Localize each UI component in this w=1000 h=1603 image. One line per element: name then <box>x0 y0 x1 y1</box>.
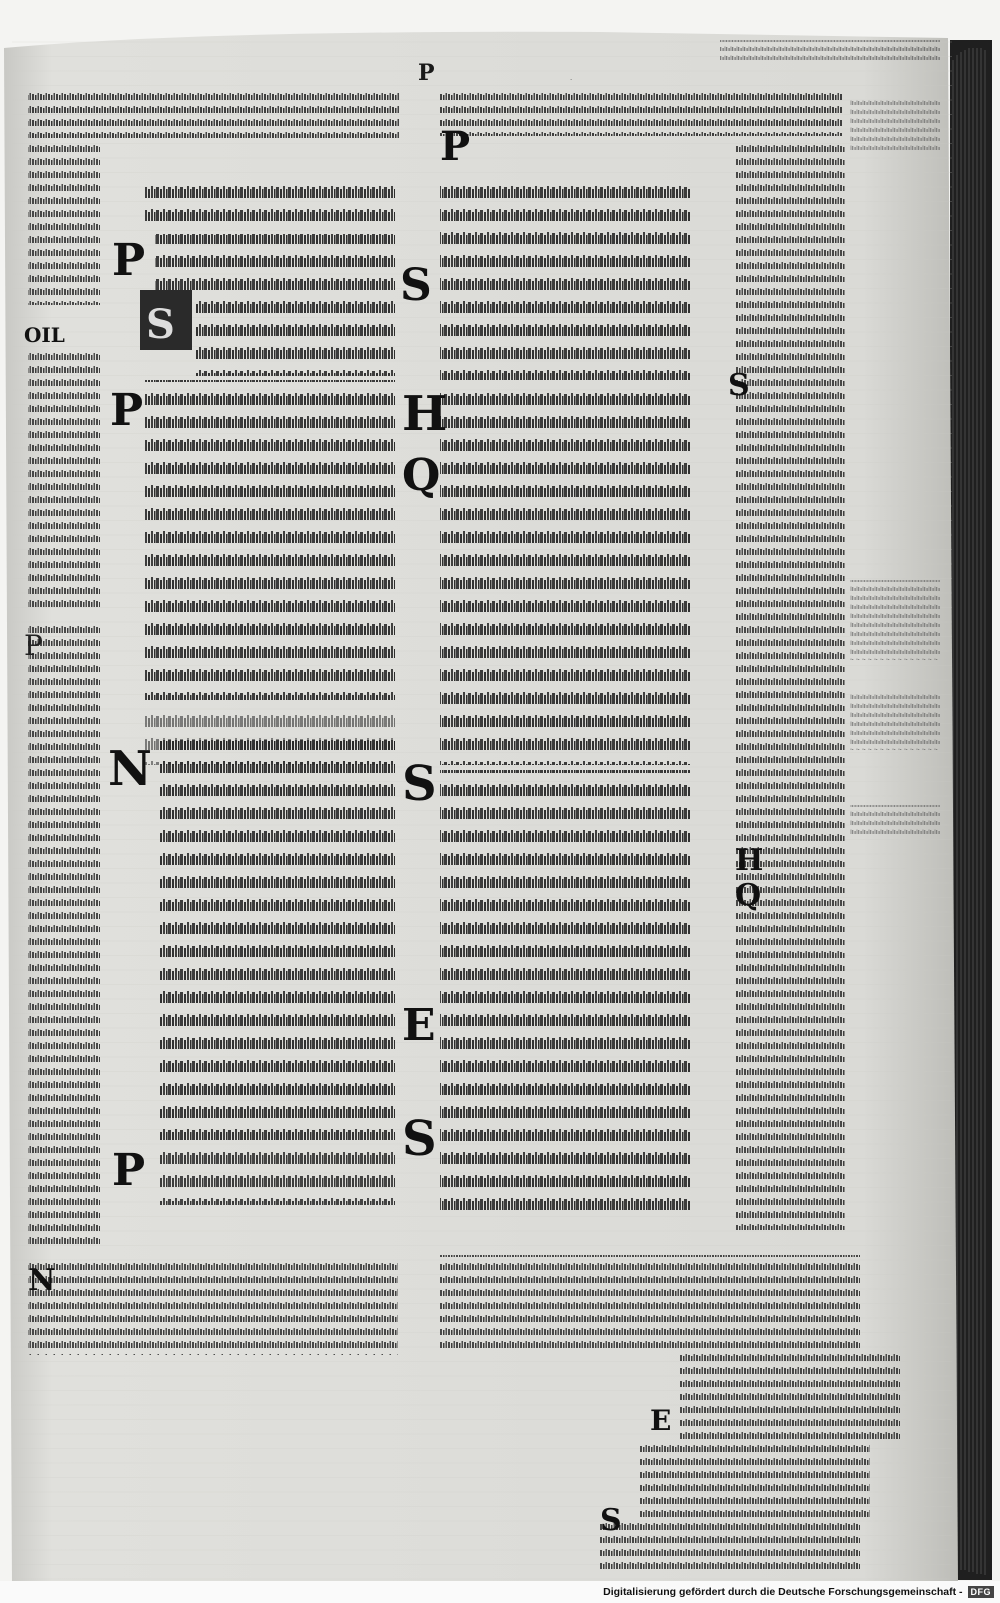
main-column-right <box>440 180 690 1210</box>
svg-text:OIL: OIL <box>24 323 65 347</box>
svg-text:P: P <box>112 1145 146 1196</box>
svg-text:S: S <box>402 756 437 812</box>
svg-text:E: E <box>402 1000 436 1051</box>
running-head: P <box>418 60 435 86</box>
footer-credit: Digitalisierung gefördert durch die Deutsche Forschungsgemeinschaft - <box>603 1586 963 1598</box>
footer-bar <box>0 1581 1000 1603</box>
svg-text:Q: Q <box>735 878 762 913</box>
svg-text:E: E <box>650 1404 672 1437</box>
svg-text:P: P <box>110 385 144 436</box>
svg-text:S: S <box>146 301 175 348</box>
svg-text:P: P <box>112 235 146 286</box>
svg-text:H: H <box>402 386 448 442</box>
svg-text:Q: Q <box>402 450 441 501</box>
svg-text:S: S <box>400 260 432 311</box>
svg-text:S: S <box>728 368 750 403</box>
header-text-left <box>28 92 400 138</box>
header-text-right <box>440 90 842 136</box>
svg-text:H: H <box>735 843 764 878</box>
svg-text:N: N <box>108 741 152 797</box>
svg-text:N: N <box>28 1263 56 1298</box>
svg-text:S: S <box>402 1111 437 1167</box>
dfg-logo-icon: DFG <box>968 1586 995 1598</box>
svg-text:S: S <box>600 1503 622 1538</box>
svg-text:P: P <box>24 629 43 662</box>
svg-text:·: · <box>570 76 573 84</box>
svg-text:P: P <box>440 123 471 170</box>
